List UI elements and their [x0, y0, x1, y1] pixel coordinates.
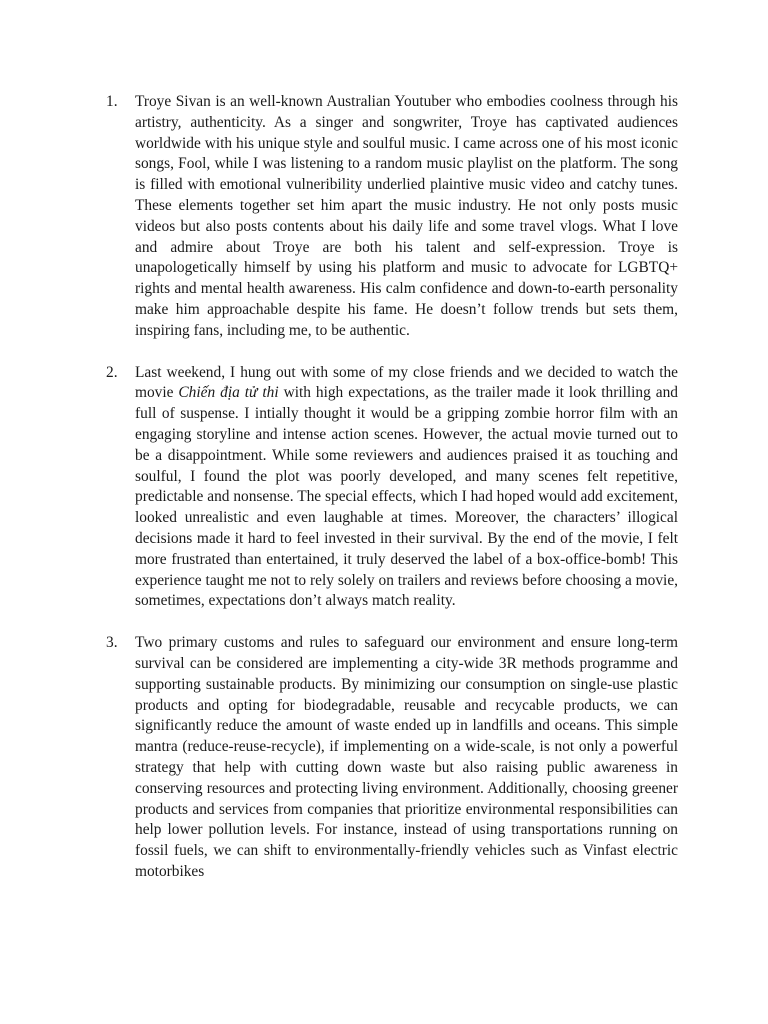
list-number: 2.: [106, 363, 118, 381]
movie-title: Chiến địa tử thi: [178, 384, 279, 402]
paragraph-text-after: with high expectations, as the trailer made it look thrilling and full of suspense. I intially thought it would be a gripping zombie horror film with an engaging storyline and intense action scenes. However, the actual movie turned out to be a disappointment. While some reviewers and audiences praised it as touching and soulful, I found the plot was poorly developed, and many scenes felt repetitive, predictable and nonsense. The special effects, which I had hoped would add excitement, looked unrealistic and even laughable at times. Moreover, the characters’ illogical decisions made it hard to feel invested in their survival. By the end of the movie, I felt more frustrated than entertained, it truly deserved the label of a box-office-bomb! This experience taught me not to rely solely on trailers and reviews before choosing a movie, sometimes, expectations don’t always match reality.: [135, 384, 678, 610]
list-item: [106, 633, 678, 883]
list-item: [106, 363, 678, 613]
list-number: 1.: [106, 93, 118, 110]
paragraph-troye-sivan: [135, 92, 678, 342]
paragraph-environment: [135, 633, 678, 883]
list-item: [106, 92, 678, 342]
paragraph-movie-review: [135, 363, 678, 613]
numbered-list: [106, 92, 678, 883]
list-number: 3.: [106, 634, 118, 652]
paragraph-text: Troye Sivan is an well-known Australian Youtuber who embodies coolness through his artistry, authenticity. As a singer and songwriter, Troye has captivated audiences worldwide with his unique style and soulful music. I came across one of his most iconic songs, Fool, while I was listening to a random music playlist on the platform. The song is filled with emotional vulneribility underlied plaintive music video and catchy tunes. These elements together set him apart the music industry. He not only posts music videos but also posts contents about his daily life and some travel vlogs. What I love and admire about Troye are both his talent and self-expression. Troye is unapologetically himself by using his platform and music to advocate for LGBTQ+ rights and mental health awareness. His calm confidence and down-to-earth personality make him approachable despite his fame. He doesn’t follow trends but sets them, inspiring fans, including me, to be authentic.: [135, 93, 678, 339]
paragraph-text-before: Last weekend, I hung out with some of my close friends and we decided to watch the movie: [135, 363, 678, 402]
paragraph-text: Two primary customs and rules to safeguard our environment and ensure long-term survival can be considered are implementing a city-wide 3R methods programme and supporting sustainable products. By minimizing our consumption on single-use plastic products and opting for biodegradable, reusable and recycable products, we can significantly reduce the amount of waste ended up in landfills and oceans. This simple mantra (reduce-reuse-recycle), if implementing on a wide-scale, is not only a powerful strategy that help with cutting down waste but also raising public awareness in conserving resources and protecting living environment. Additionally, choosing greener products and services from companies that prioritize environmental responsibilities can help lower pollution levels. For instance, instead of using transportations running on fossil fuels, we can shift to environmentally-friendly vehicles such as Vinfast electric motorbikes: [135, 634, 678, 880]
